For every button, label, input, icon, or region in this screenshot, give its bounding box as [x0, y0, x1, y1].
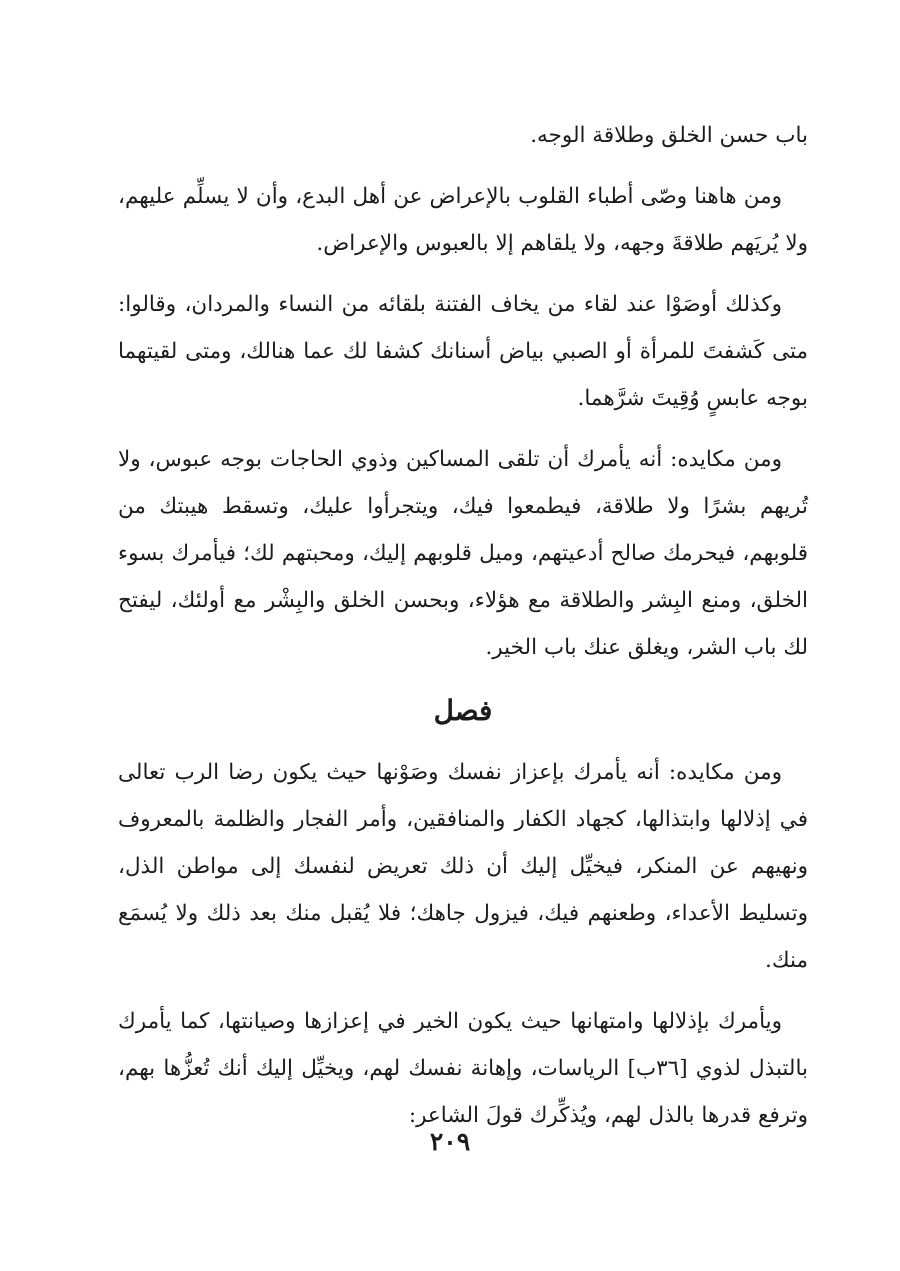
- paragraph-6: ويأمرك بإذلالها وامتهانها حيث يكون الخير في إعزازها وصيانتها، كما يأمرك بالتبذل لذوي [٣٦ب] الرياسات، وإهانة نفسك لهم، ويخيِّل إليك أنك تُعزُّها بهم، وترفع قدرها بالذل لهم، ويُذكِّرك قولَ الشاعر:: [118, 1009, 808, 1128]
- paragraph-5: ومن مكايده: أنه يأمرك بإعزاز نفسك وصَوْنها حيث يكون رضا الرب تعالى في إذلالها وابتذالها، كجهاد الكفار والمنافقين، وأمر الفجار والظلمة بالمعروف ونهيهم عن المنكر، فيخيِّل إليك أن ذلك تعريض لنفسك إلى مواطن الذل، وتسليط الأعداء، وطعنهم فيك، فيزول جاهك؛ فلا يُقبل منك بعد ذلك ولا يُسمَع منك.: [118, 760, 808, 973]
- page-body: [118, 112, 808, 1139]
- paragraph-4: ومن مكايده: أنه يأمرك أن تلقى المساكين وذوي الحاجات بوجه عبوس، ولا تُريهم بشرًا ولا طلاقة، فيطمعوا فيك، ويتجرأوا عليك، وتسقط هيبتك من قلوبهم، فيحرمك صالح أدعيتهم، وميل قلوبهم إليك، ومحبتهم لك؛ فيأمرك بسوء الخلق، ومنع البِشر والطلاقة مع هؤلاء، وبحسن الخلق والبِشْر مع أولئك، ليفتح لك باب الشر، ويغلق عنك باب الخير.: [118, 447, 808, 660]
- paragraph-3: وكذلك أوصَوْا عند لقاء من يخاف الفتنة بلقائه من النساء والمردان، وقالوا: متى كَشفتَ للمرأة أو الصبي بياض أسنانك كشفا لك عما هنالك، ومتى لقيتهما بوجه عابسٍ وُقِيتَ شرَّهما.: [118, 292, 808, 411]
- section-heading: فصل: [433, 694, 493, 727]
- page-number: ٢٠٩: [429, 1127, 471, 1156]
- paragraph-1: باب حسن الخلق وطلاقة الوجه.: [530, 123, 808, 148]
- paragraph-2: ومن هاهنا وصّى أطباء القلوب بالإعراض عن أهل البدع، وأن لا يسلِّم عليهم، ولا يُريَهم طلاقةَ وجهه، ولا يلقاهم إلا بالعبوس والإعراض.: [118, 184, 808, 256]
